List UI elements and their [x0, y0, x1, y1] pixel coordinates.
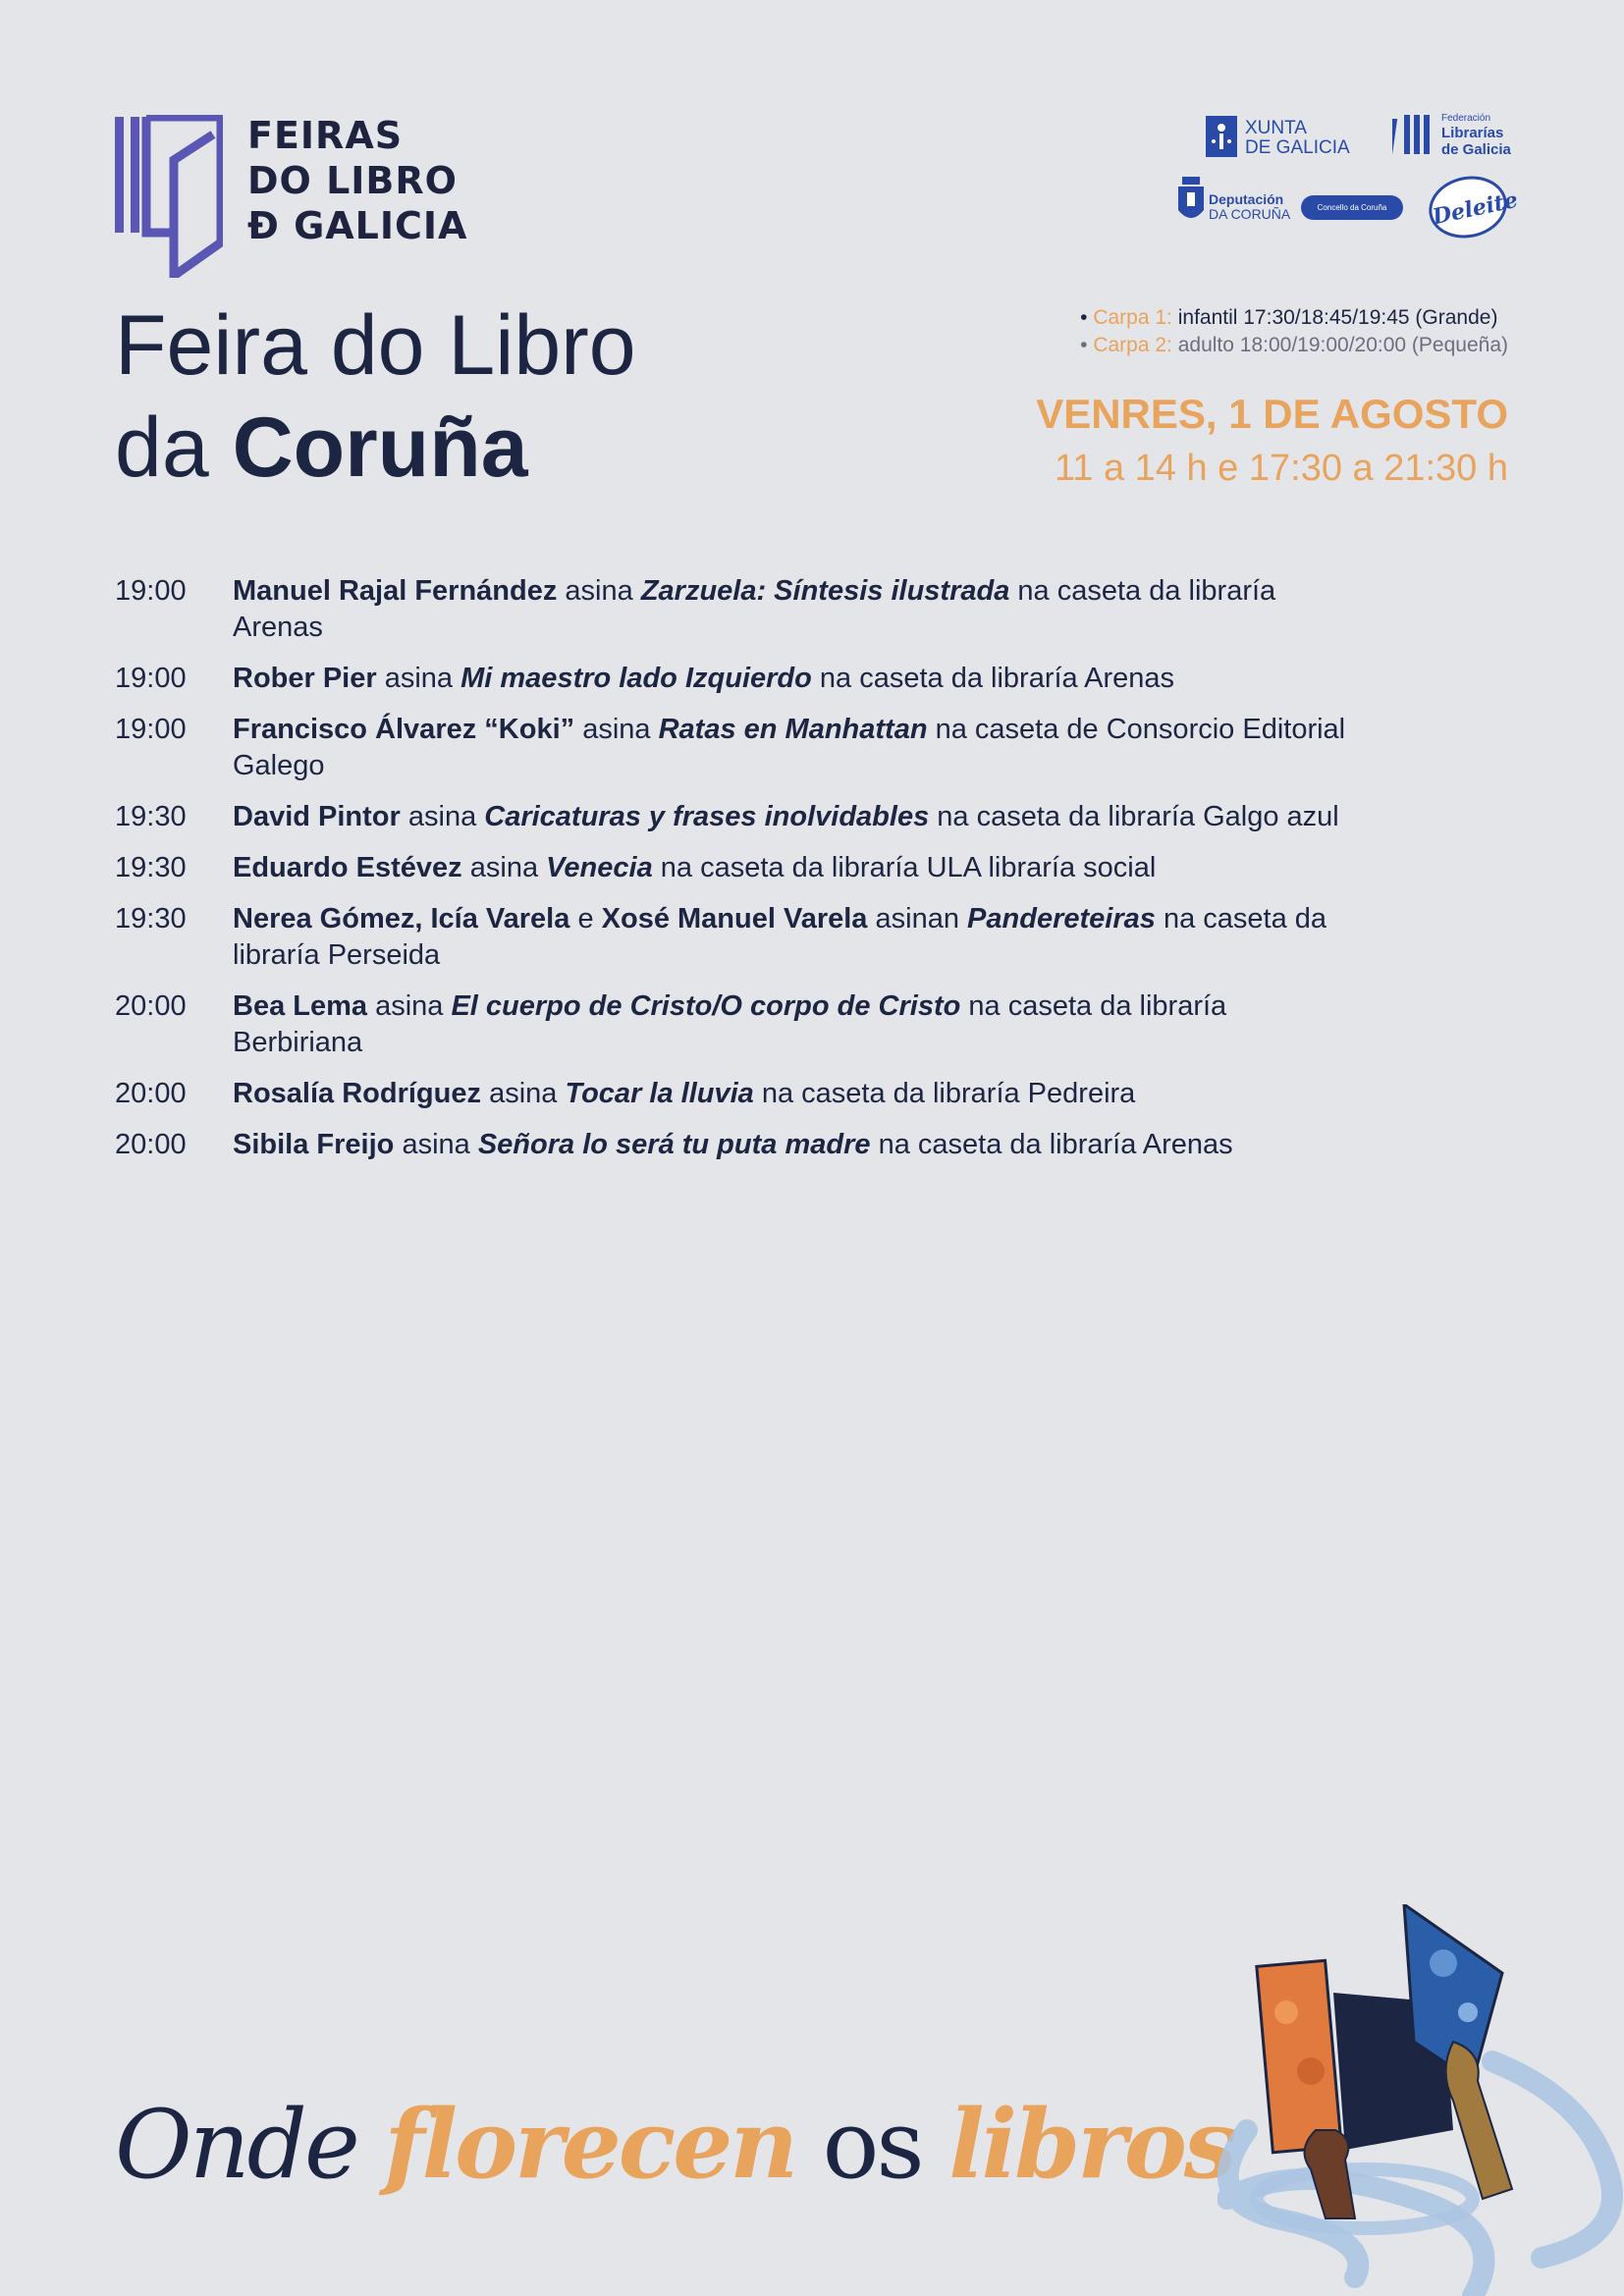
schedule-time: 19:30	[115, 852, 187, 883]
author: Francisco Álvarez “Koki”	[233, 714, 575, 745]
schedule-description	[233, 1127, 1352, 1163]
author: Bea Lema	[233, 990, 368, 1022]
book-title: El cuerpo de Cristo/O corpo de Cristo	[451, 990, 961, 1022]
place: na caseta da libraría Arenas	[878, 1129, 1233, 1160]
schedule-list	[115, 573, 1352, 1178]
schedule-description	[233, 573, 1352, 646]
place: na caseta da libraría Arenas	[233, 575, 1276, 643]
verb: asina	[582, 714, 651, 745]
event-date: VENRES, 1 DE AGOSTO	[1036, 391, 1508, 437]
carpa-1	[1080, 304, 1508, 332]
federacion-label	[1441, 113, 1511, 158]
title-prefix: da	[115, 400, 209, 495]
slogan	[115, 2081, 1234, 2209]
place: na caseta da libraría Berbiriana	[233, 990, 1227, 1058]
schedule-description	[233, 901, 1352, 974]
slogan-word: libros	[948, 2089, 1234, 2200]
feiras-logo-icon	[115, 115, 223, 278]
books-hands-illustration-icon	[1218, 1904, 1624, 2296]
verb: asina	[565, 575, 633, 607]
author: David Pintor	[233, 801, 401, 832]
verb: asinan	[875, 903, 959, 934]
book-title: Zarzuela: Síntesis ilustrada	[640, 575, 1010, 607]
concello-logo: Concello da Coruña	[1301, 195, 1403, 220]
carpa-label: Carpa 2:	[1093, 334, 1172, 356]
carpa-label: Carpa 1:	[1093, 306, 1172, 329]
book-title: Señora lo será tu puta madre	[477, 1129, 871, 1160]
event-hours: 11 a 14 h e 17:30 a 21:30 h	[1054, 448, 1508, 489]
author: Manuel Rajal Fernández	[233, 575, 558, 607]
deputacion-crest-icon	[1176, 177, 1206, 226]
book-title: Caricaturas y frases inolvidables	[484, 801, 930, 832]
slogan-word: os	[822, 2090, 922, 2200]
author: Sibila Freijo	[233, 1129, 395, 1160]
author: Nerea Gómez, Icía Varela	[233, 903, 570, 934]
schedule-time: 20:00	[115, 1129, 187, 1160]
schedule-time: 20:00	[115, 1078, 187, 1109]
carpa-info	[1080, 304, 1508, 359]
schedule-row	[115, 1127, 1352, 1163]
verb: asina	[384, 663, 454, 694]
xunta-label	[1245, 119, 1350, 158]
title-line-1: Feira do Libro	[115, 298, 636, 393]
schedule-row	[115, 988, 1352, 1061]
logo-line-3: Đ GALICIA	[247, 204, 468, 247]
book-title: Ratas en Manhattan	[658, 714, 928, 745]
schedule-row	[115, 850, 1352, 886]
author: Rober Pier	[233, 663, 377, 694]
place: na caseta da libraría Galgo azul	[937, 801, 1339, 832]
place: na caseta da libraría Pedreira	[761, 1078, 1136, 1109]
federacion-line-1: Federación	[1441, 113, 1491, 124]
slogan-word: Onde	[115, 2090, 357, 2200]
slogan-word: florecen	[384, 2089, 796, 2200]
xunta-line-1: XUNTA	[1245, 118, 1307, 138]
author: Eduardo Estévez	[233, 852, 462, 883]
carpa-2	[1080, 332, 1508, 359]
schedule-time: 20:00	[115, 990, 187, 1022]
schedule-row	[115, 901, 1352, 974]
schedule-time: 19:00	[115, 714, 187, 745]
author: Xosé Manuel Varela	[601, 903, 868, 934]
schedule-row	[115, 799, 1352, 835]
verb: asina	[489, 1078, 558, 1109]
federacion-librarias-icon	[1392, 113, 1434, 156]
title-city: Coruña	[232, 400, 528, 495]
schedule-row	[115, 573, 1352, 646]
schedule-time: 19:00	[115, 663, 187, 694]
book-title: Tocar la lluvia	[565, 1078, 754, 1109]
schedule-description	[233, 661, 1352, 697]
xunta-line-2: DE GALICIA	[1245, 137, 1350, 158]
title-line-2	[115, 397, 636, 499]
place: na caseta da libraría Arenas	[819, 663, 1175, 694]
logo-line-1: FEIRAS	[247, 114, 404, 157]
page-title	[115, 294, 636, 499]
schedule-row	[115, 1076, 1352, 1112]
schedule-description	[233, 712, 1352, 784]
verb: asina	[469, 852, 539, 883]
schedule-row	[115, 661, 1352, 697]
schedule-time: 19:30	[115, 801, 187, 832]
verb: asina	[402, 1129, 470, 1160]
book-title: Mi maestro lado Izquierdo	[460, 663, 812, 694]
conjunction: e	[577, 903, 594, 934]
xunta-crest-icon	[1206, 116, 1237, 157]
book-title: Pandereteiras	[967, 903, 1156, 934]
logo-line-2: DO LIBRO	[247, 159, 458, 202]
feiras-logo-text	[247, 113, 467, 248]
place: na caseta da libraría Perseida	[233, 903, 1327, 971]
deputacion-line-1: Deputación	[1209, 191, 1284, 207]
federacion-line-2: Librarías	[1441, 125, 1504, 141]
schedule-row	[115, 712, 1352, 784]
carpa-text: adulto 18:00/19:00/20:00 (Pequeña)	[1177, 334, 1508, 356]
book-title: Venecia	[546, 852, 653, 883]
place: na caseta de Consorcio Editorial Galego	[233, 714, 1346, 781]
schedule-time: 19:00	[115, 575, 187, 607]
deputacion-label	[1209, 192, 1290, 222]
verb: asina	[407, 801, 477, 832]
schedule-description	[233, 988, 1352, 1061]
schedule-time: 19:30	[115, 903, 187, 934]
bullet: •	[1080, 306, 1088, 329]
bullet: •	[1080, 334, 1088, 356]
schedule-description	[233, 799, 1352, 835]
author: Rosalía Rodríguez	[233, 1078, 481, 1109]
federacion-line-3: de Galicia	[1441, 141, 1511, 158]
carpa-text: infantil 17:30/18:45/19:45 (Grande)	[1177, 306, 1498, 329]
schedule-description	[233, 850, 1352, 886]
place: na caseta da libraría ULA libraría social	[660, 852, 1157, 883]
verb: asina	[375, 990, 444, 1022]
deputacion-line-2: DA CORUÑA	[1209, 206, 1291, 222]
deleite-logo: Deleite	[1423, 169, 1512, 244]
schedule-description	[233, 1076, 1352, 1112]
